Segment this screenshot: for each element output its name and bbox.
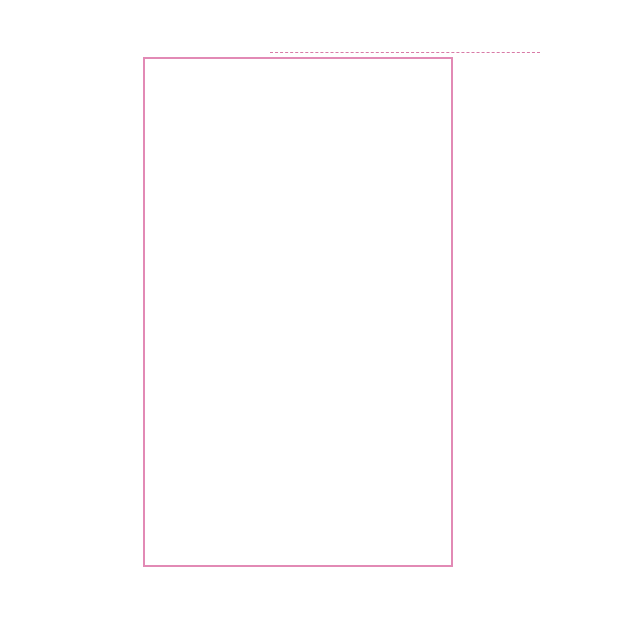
title-underline <box>270 52 540 53</box>
page-header <box>143 30 418 56</box>
phonics-table <box>143 57 453 567</box>
